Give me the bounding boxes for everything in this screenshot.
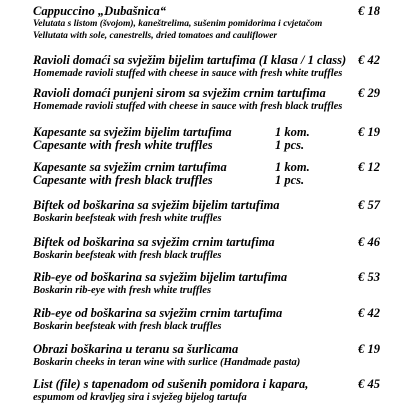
menu-item-price: € 29 [358, 86, 380, 100]
menu-item [33, 343, 380, 369]
menu-item-title-line [33, 87, 380, 100]
menu-item-description [33, 174, 380, 187]
menu-item-name: List (file) s tapenadom od sušenih pomidora i kapara, [33, 377, 309, 391]
menu-item-price: € 57 [358, 198, 380, 212]
menu-item-price: € 53 [358, 270, 380, 284]
menu-item-description-text: Boskarin beefsteak with fresh white truffles [33, 213, 222, 224]
menu-item-description-text: Vellutata with sole, canestrells, dried tomatoes and cauliflower [33, 31, 278, 41]
menu-item [33, 271, 380, 297]
menu-item-name: Obrazi boškarina u teranu sa šurlicama [33, 342, 239, 356]
menu-item-name: Rib-eye od boškarina sa svježim crnim tartufima [33, 306, 283, 320]
menu-item-description [33, 67, 380, 80]
menu-item-price: € 19 [358, 342, 380, 356]
menu-item [33, 87, 380, 113]
menu-item [33, 236, 380, 262]
menu-item-quantity-en: 1 pcs. [275, 173, 305, 187]
menu-item [33, 126, 380, 152]
menu-item-price: € 19 [358, 125, 380, 139]
menu-item-description-text: Capesante with fresh black truffles [33, 173, 213, 187]
menu-item-description-text: Homemade ravioli stuffed with cheese in sauce with fresh white truffles [33, 68, 343, 79]
menu-item-title-line [33, 271, 380, 284]
menu-item-description-text: Capesante with fresh white truffles [33, 138, 213, 152]
menu-item [33, 5, 380, 42]
menu-item-description [33, 212, 380, 225]
menu-item-title-line [33, 54, 380, 67]
menu-item-title-line [33, 199, 380, 212]
menu-item-price: € 42 [358, 306, 380, 320]
menu-item-name: Rib-eye od boškarina sa svježim bijelim tartufima [33, 270, 288, 284]
menu-item-description [33, 139, 380, 152]
menu-item-description-text: Boskarin rib-eye with fresh white truffles [33, 285, 212, 296]
menu-item-price: € 42 [358, 53, 380, 67]
menu-item [33, 378, 380, 404]
menu-item-price: € 45 [358, 377, 380, 391]
menu-item-description [33, 18, 380, 30]
menu-item [33, 161, 380, 187]
menu-item-description-text: Velutata s listom (švojom), kaneštrelima, sušenim pomidorima i cvjetačom [33, 19, 323, 29]
menu-item-description [33, 391, 380, 404]
menu-item-description-text: Boskarin beefsteak with fresh black truffles [33, 321, 222, 332]
menu-item-description-text: espumom od kravljeg sira i svježeg bijelog tartufa [33, 392, 247, 403]
menu-item-description-text: Boskarin cheeks in teran wine with surlice (Handmade pasta) [33, 357, 301, 368]
menu-item-description-text: Homemade ravioli stuffed with cheese in sauce with fresh black truffles [33, 101, 343, 112]
menu-item [33, 54, 380, 80]
menu-item-description [33, 30, 380, 42]
menu-item-title-line [33, 378, 380, 391]
menu-item-name: Kapesante sa svježim crnim tartufima [33, 160, 227, 174]
menu-item-price: € 18 [358, 4, 380, 18]
menu-item-title-line [33, 307, 380, 320]
menu-item-name: Ravioli domaći sa svježim bijelim tartufima (I klasa / 1 class) [33, 53, 347, 67]
menu-item-description [33, 284, 380, 297]
menu-item-name: Biftek od boškarina sa svježim bijelim tartufima [33, 198, 280, 212]
menu-item-price: € 46 [358, 235, 380, 249]
menu-item-price: € 12 [358, 160, 380, 174]
menu-item-quantity: 1 kom. [275, 160, 310, 174]
menu-item-name: Kapesante sa svježim bijelim tartufima [33, 125, 232, 139]
menu-item-description [33, 249, 380, 262]
menu-item-description [33, 100, 380, 113]
menu-item-quantity-en: 1 pcs. [275, 138, 305, 152]
menu-item-name: Cappuccino „Dubašnica“ [33, 4, 167, 18]
menu-item-description [33, 320, 380, 333]
menu-item-description [33, 356, 380, 369]
menu-item [33, 199, 380, 225]
menu-item-title-line [33, 343, 380, 356]
menu-item-title-line [33, 5, 380, 18]
menu-item-name: Ravioli domaći punjeni sirom sa svježim crnim tartufima [33, 86, 326, 100]
menu-item-title-line [33, 236, 380, 249]
menu-item-name: Biftek od boškarina sa svježim crnim tartufima [33, 235, 275, 249]
menu-item [33, 307, 380, 333]
menu-item-quantity: 1 kom. [275, 125, 310, 139]
menu-item-description-text: Boskarin beefsteak with fresh black truffles [33, 250, 222, 261]
